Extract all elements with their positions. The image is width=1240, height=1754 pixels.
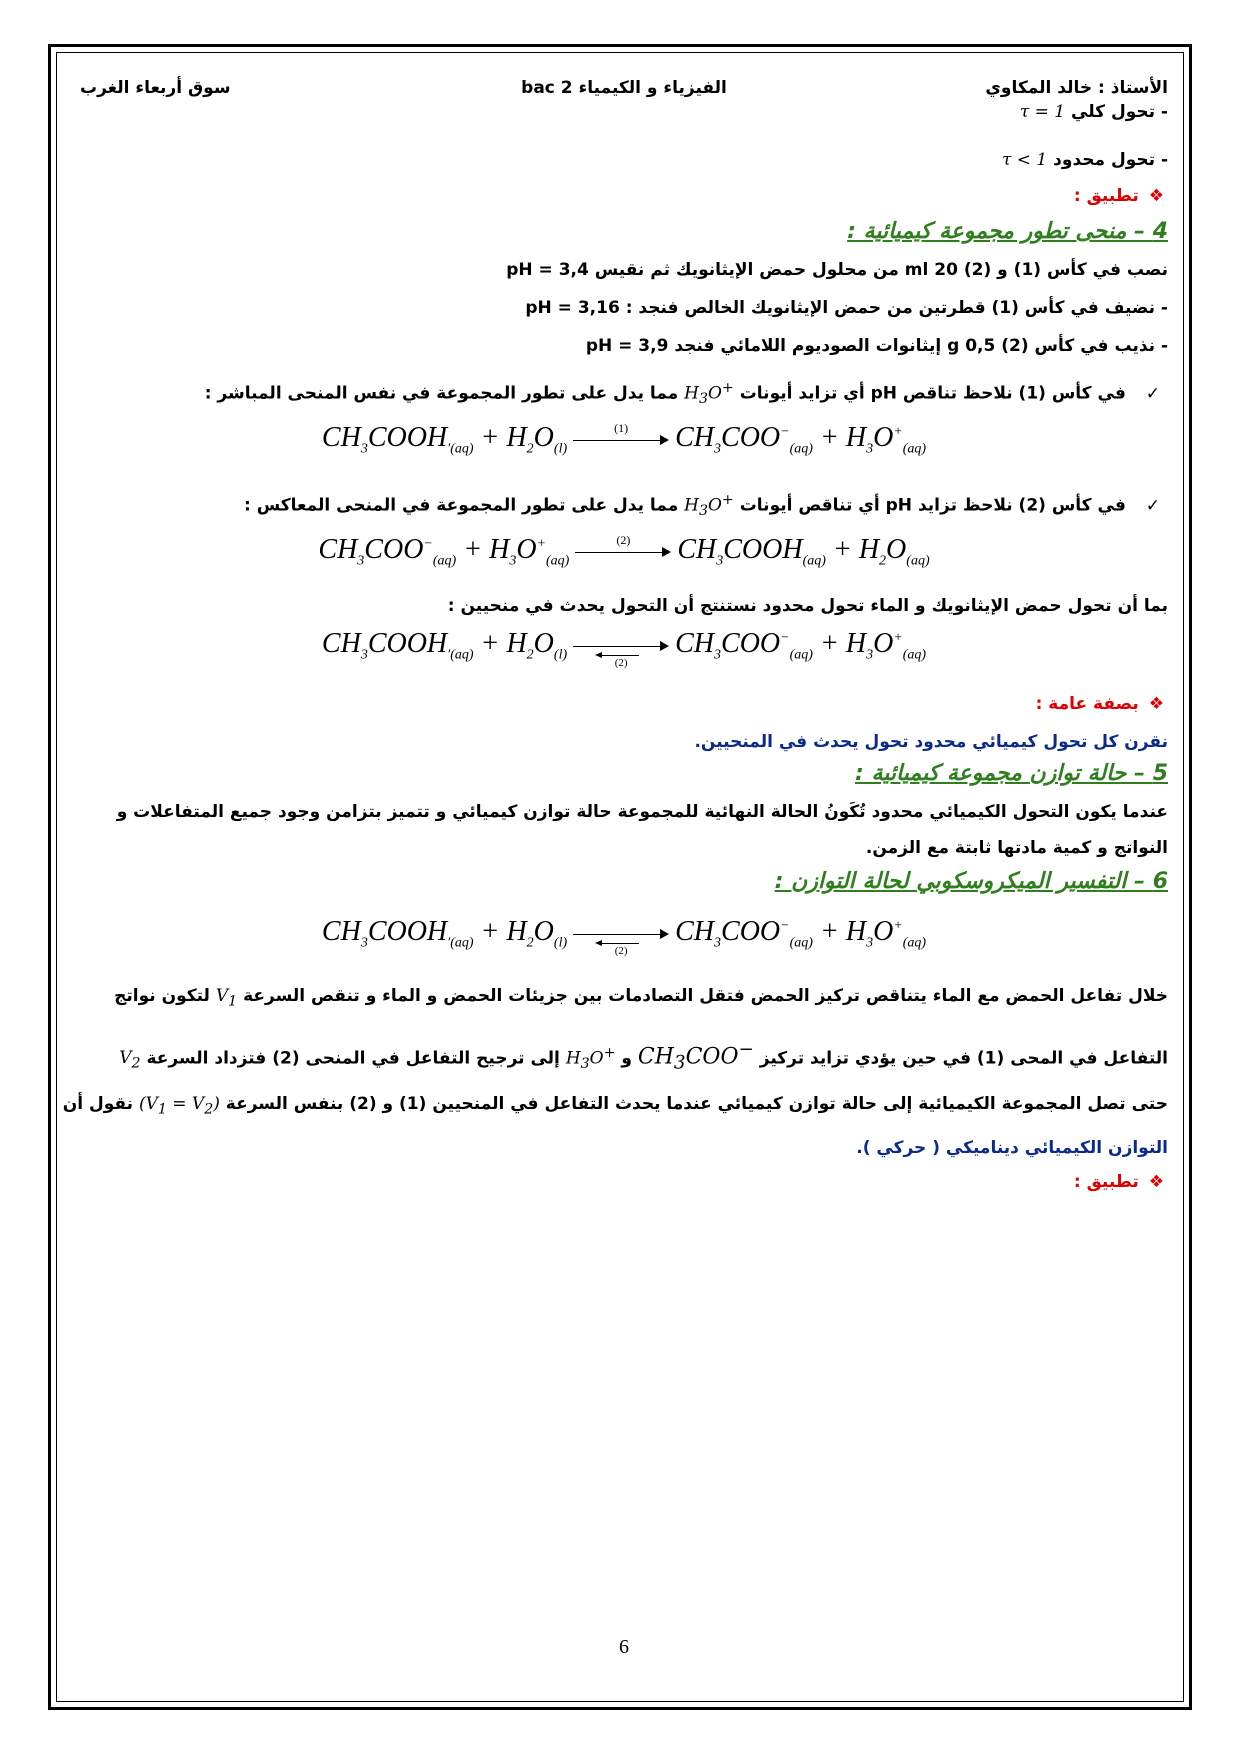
section5-title: 5 – حالة توازن مجموعة كيميائية : bbox=[855, 761, 1168, 786]
section4-paragraph-2: - نضيف في كأس (1) قطرتين من حمض الإيثانويك الخالص فنجد : pH = 3,16 bbox=[525, 298, 1168, 318]
double-arrow-icon: (2) bbox=[573, 919, 669, 949]
equation-forward: $CH_3COOH_{'(aq)} + H_2O_{(l)}$ (1) $CH_3COO^-_{(aq)} + H_3O^+_{(aq)}$ bbox=[321, 420, 927, 457]
diamond-bullet-icon: ❖ bbox=[1148, 186, 1164, 206]
hydronium-ion: $H_3O^+$ bbox=[684, 380, 734, 408]
page-content bbox=[62, 70, 1168, 1690]
checkmark-icon: ✓ bbox=[1145, 495, 1160, 516]
diamond-bullet-icon: ❖ bbox=[1148, 1172, 1164, 1192]
speed-v2: $V_2$ bbox=[119, 1048, 141, 1072]
subject-title: الفيزياء و الكيمياء 2 bac bbox=[521, 78, 727, 98]
equation-reverse: $CH_3COO^-_{(aq)} + H_3O^+_{(aq)}$ (2) $CH_3COOH_{(aq)} + H_2O_{(aq)}$ bbox=[318, 532, 930, 569]
page-header bbox=[80, 78, 1168, 102]
equation-equilibrium-2: $CH_3COOH_{'(aq)} + H_2O_{(l)}$ (2) $CH_3COO^-_{(aq)} + H_3O^+_{(aq)}$ bbox=[321, 916, 927, 957]
hydronium-ion: $H_3O^+$ bbox=[684, 492, 734, 520]
checkmark-icon: ✓ bbox=[1145, 383, 1160, 404]
section6-line-2: التفاعل في المحى (1) في حين يؤدي تزايد تركيز $CH_3COO^-$ و $H_3O^+$ إلى ترجيح التفاعل في المنحى (2) فتزداد السرعة $V_2$ bbox=[119, 1039, 1168, 1074]
conclusion-line: بما أن تحول حمض الإيثانويك و الماء تحول محدود نستنتج أن التحول يحدث في منحيين : bbox=[447, 596, 1168, 616]
equation-equilibrium-1: $CH_3COOH_{'(aq)} + H_2O_{(l)}$ (2) $CH_3COO^-_{(aq)} + H_3O^+_{(aq)}$ bbox=[321, 628, 927, 669]
section6-line-4: التوازن الكيميائي ديناميكي ( حركي ). bbox=[856, 1138, 1168, 1158]
general-heading: ❖بصفة عامة : bbox=[1035, 694, 1164, 714]
application-heading-1: ❖تطبيق : bbox=[1073, 186, 1164, 206]
section4-title: 4 – منحى تطور مجموعة كيميائية : bbox=[847, 219, 1168, 244]
hydronium-ion: $H_3O^+$ bbox=[565, 1044, 616, 1072]
section4-paragraph-3: - نذيب في كأس (2) 0,5 g إيثانوات الصوديوم اللامائي فنجد pH = 3,9 bbox=[585, 336, 1168, 356]
page-number: 6 bbox=[619, 1636, 629, 1658]
teacher-name: الأستاذ : خالد المكاوي bbox=[985, 78, 1168, 98]
section6-title: 6 – التفسير الميكروسكوبي لحالة التوازن : bbox=[774, 869, 1168, 894]
diamond-bullet-icon: ❖ bbox=[1148, 694, 1164, 714]
section6-line-1: خلال تفاعل الحمض مع الماء يتناقص تركيز الحمض فتقل التصادمات بين جزيئات الحمض و الماء و تنقص السرعة $V_1$ لتكون نواتج bbox=[80, 984, 1168, 1013]
application-heading-2: ❖تطبيق : bbox=[1073, 1172, 1164, 1192]
section4-title-line bbox=[80, 220, 1168, 245]
section6-line-3: حتى تصل المجموعة الكيميائية إلى حالة توازن كيميائي عندما يحدث التفاعل في المنحيين (1) و (2) بنفس السرعة $(V_1 = V_2)$ نقول أن bbox=[80, 1092, 1168, 1121]
observation-2: ✓ في كأس (2) نلاحظ تزايد pH أي تناقص أيونات $H_3O^+$ مما يدل على تطور المجموعة في المنحى المعاكس : bbox=[80, 488, 1160, 523]
section5-line-1: عندما يكون التحول الكيميائي محدود تُكَونُ الحالة النهائية للمجموعة حالة توازن كيميائي و تتميز بتزامن وجود جميع المتفاعلات و bbox=[116, 802, 1168, 822]
section5-line-2: النواتج و كمية مادتها ثابتة مع الزمن. bbox=[865, 838, 1168, 858]
observation-1: ✓ في كأس (1) نلاحظ تناقص pH أي تزايد أيونات $H_3O^+$ مما يدل على تطور المجموعة في نفس المنحى المباشر : bbox=[80, 376, 1160, 411]
acetate-ion: $CH_3COO^-$ bbox=[637, 1039, 754, 1074]
total-transformation-line: - تحول كلي τ = 1 bbox=[1019, 102, 1168, 122]
general-statement: نقرن كل تحول كيميائي محدود تحول يحدث في المنحيين. bbox=[694, 732, 1168, 752]
section5-title-line bbox=[80, 762, 1168, 787]
forward-arrow-icon: (1) bbox=[573, 425, 669, 455]
section6-title-line bbox=[80, 870, 1168, 895]
limited-transformation-line: - تحول محدود τ < 1 bbox=[1001, 150, 1168, 170]
speed-v1: $V_1$ bbox=[215, 986, 238, 1010]
section4-paragraph-1: نصب في كأس (1) و (2) 20 ml من محلول حمض الإيثانويك ثم نقيس pH = 3,4 bbox=[506, 260, 1168, 280]
double-arrow-icon: (2) bbox=[573, 631, 669, 661]
tau-less-one: τ < 1 bbox=[1001, 150, 1048, 170]
school-location: سوق أربعاء الغرب bbox=[80, 78, 231, 98]
reverse-direction-arrow-icon: (2) bbox=[575, 537, 671, 567]
tau-equals-one: τ = 1 bbox=[1019, 102, 1066, 122]
speed-equality: $(V_1 = V_2)$ bbox=[138, 1094, 220, 1118]
